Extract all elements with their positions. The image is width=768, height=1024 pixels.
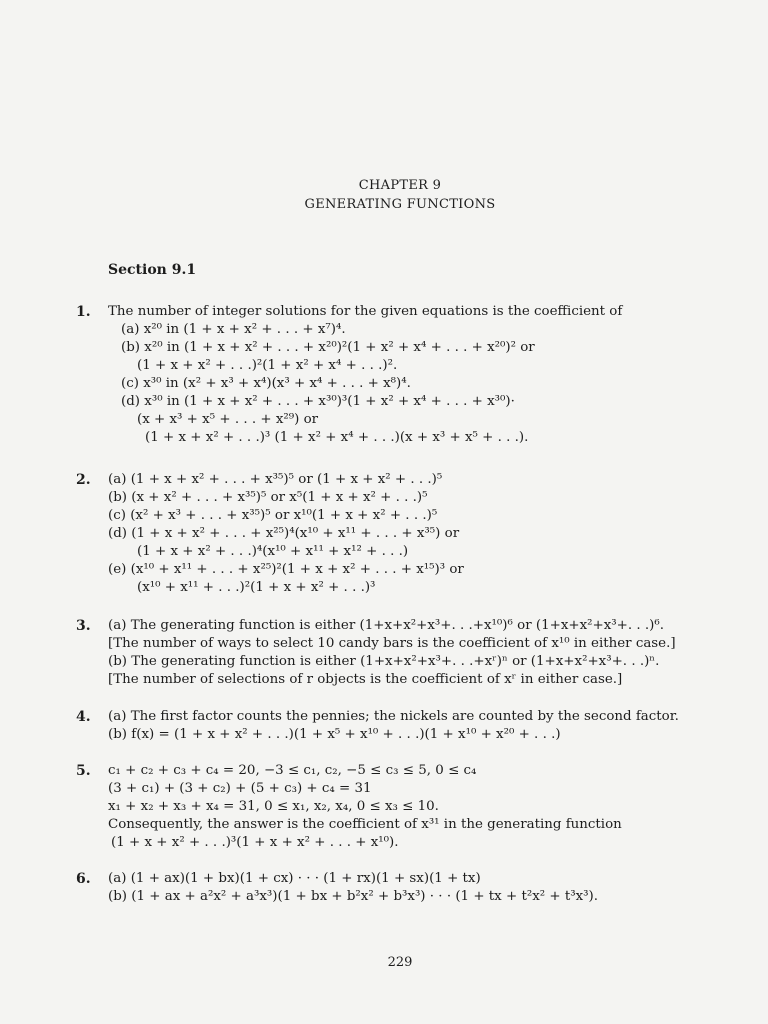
problem-line: (a) (1 + ax)(1 + bx)(1 + cx) · · · (1 + rx)(1 + sx)(1 + tx)	[108, 871, 481, 886]
problem-line: (1 + x + x² + . . .)³(1 + x + x² + . . . + x¹⁰).	[111, 835, 399, 850]
problem-line: (a) The generating function is either (1+x+x²+x³+. . .+x¹⁰)⁶ or (1+x+x²+x³+. . .)⁶.	[108, 618, 665, 633]
problem-line: (a) (1 + x + x² + . . . + x³⁵)⁵ or (1 + x + x² + . . .)⁵	[108, 472, 443, 487]
problem-number: 2.	[76, 472, 91, 488]
problem-line: (d) (1 + x + x² + . . . + x²⁵)⁴(x¹⁰ + x¹¹ + . . . + x³⁵) or	[108, 526, 460, 541]
problem-number: 4.	[76, 709, 91, 725]
problem-line: (d) x³⁰ in (1 + x + x² + . . . + x³⁰)³(1 + x² + x⁴ + . . . + x³⁰)·	[121, 394, 515, 409]
problem-line: (e) (x¹⁰ + x¹¹ + . . . + x²⁵)²(1 + x + x² + . . . + x¹⁵)³ or	[108, 562, 464, 577]
chapter-heading: CHAPTER 9	[358, 178, 442, 193]
problem-line: (b) The generating function is either (1+x+x²+x³+. . .+xʳ)ⁿ or (1+x+x²+x³+. . .)ⁿ.	[108, 654, 660, 669]
problem-line: (c) x³⁰ in (x² + x³ + x⁴)(x³ + x⁴ + . . . + x⁸)⁴.	[121, 376, 411, 391]
problem-line: (c) (x² + x³ + . . . + x³⁵)⁵ or x¹⁰(1 + x + x² + . . .)⁵	[108, 508, 438, 523]
problem-line: (b) f(x) = (1 + x + x² + . . .)(1 + x⁵ + x¹⁰ + . . .)(1 + x¹⁰ + x²⁰ + . . .)	[108, 727, 561, 742]
page-number: 229	[387, 955, 413, 970]
problem-number: 5.	[76, 763, 91, 779]
problem-line: (1 + x + x² + . . .)⁴(x¹⁰ + x¹¹ + x¹² + . . .)	[137, 544, 409, 559]
problem-line: (a) x²⁰ in (1 + x + x² + . . . + x⁷)⁴.	[121, 322, 346, 337]
problem-number: 3.	[76, 618, 91, 634]
problem-line: (1 + x + x² + . . .)³ (1 + x² + x⁴ + . . .)(x + x³ + x⁵ + . . .).	[145, 430, 529, 445]
problem-line: x₁ + x₂ + x₃ + x₄ = 31, 0 ≤ x₁, x₂, x₄, 0 ≤ x₃ ≤ 10.	[108, 799, 439, 814]
problem-line: c₁ + c₂ + c₃ + c₄ = 20, −3 ≤ c₁, c₂, −5 ≤ c₃ ≤ 5, 0 ≤ c₄	[108, 763, 477, 778]
problem-line: The number of integer solutions for the given equations is the coefficient of	[108, 304, 623, 319]
problem-line: (3 + c₁) + (3 + c₂) + (5 + c₃) + c₄ = 31	[108, 781, 372, 796]
problem-line: (x¹⁰ + x¹¹ + . . .)²(1 + x + x² + . . .)³	[137, 580, 376, 595]
problem-number: 1.	[76, 304, 91, 320]
section-heading: Section 9.1	[108, 262, 197, 278]
problem-line: (b) x²⁰ in (1 + x + x² + . . . + x²⁰)²(1 + x² + x⁴ + . . . + x²⁰)² or	[121, 340, 535, 355]
problem-line: [The number of selections of r objects is the coefficient of xʳ in either case.]	[108, 672, 623, 687]
problem-line: Consequently, the answer is the coefficient of x³¹ in the generating function	[108, 817, 622, 832]
problem-line: (b) (1 + ax + a²x² + a³x³)(1 + bx + b²x² + b³x³) · · · (1 + tx + t²x² + t³x³).	[108, 889, 599, 904]
problem-line: (a) The first factor counts the pennies; the nickels are counted by the second factor.	[108, 709, 679, 724]
problem-number: 6.	[76, 871, 91, 887]
problem-line: (x + x³ + x⁵ + . . . + x²⁹) or	[137, 412, 319, 427]
problem-line: [The number of ways to select 10 candy bars is the coefficient of x¹⁰ in either case.]	[108, 636, 676, 651]
problem-line: (1 + x + x² + . . .)²(1 + x² + x⁴ + . . .)².	[137, 358, 398, 373]
chapter-title: GENERATING FUNCTIONS	[304, 197, 496, 212]
problem-line: (b) (x + x² + . . . + x³⁵)⁵ or x⁵(1 + x + x² + . . .)⁵	[108, 490, 428, 505]
